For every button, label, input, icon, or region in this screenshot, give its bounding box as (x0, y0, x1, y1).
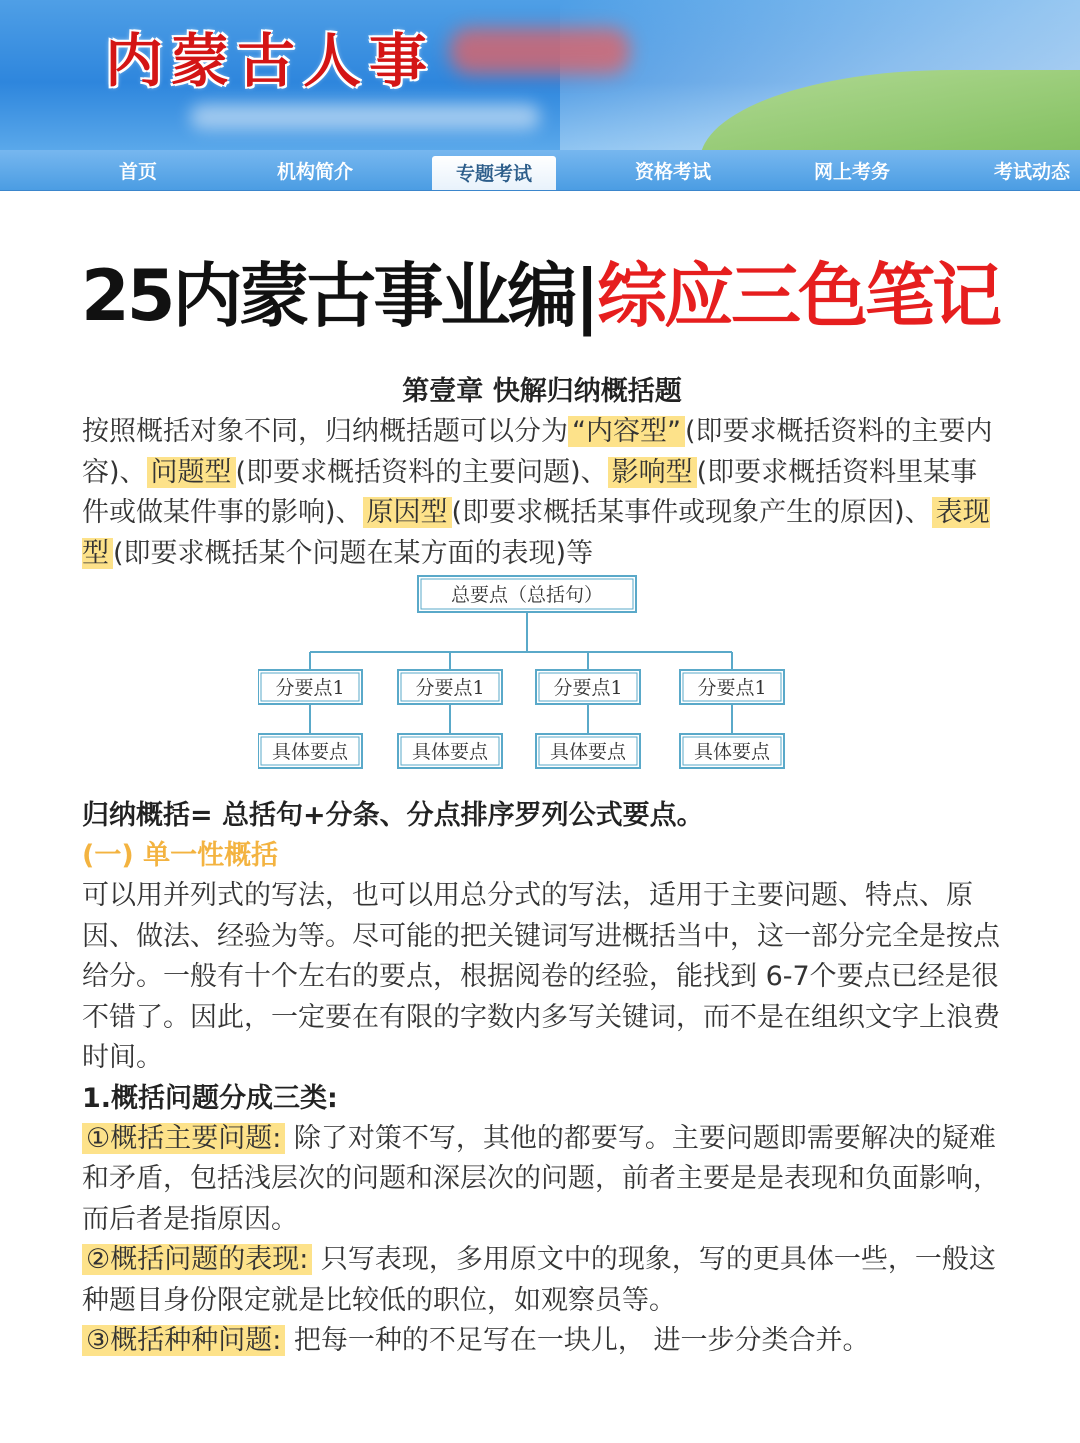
chapter-title: 第壹章 快解归纳概括题 (402, 376, 682, 407)
nav-item-exam-news[interactable]: 考试动态 (993, 161, 1070, 183)
tree-child-label: 具体要点 (271, 741, 349, 763)
nav-item-online-affairs[interactable]: 网上考务 (813, 161, 890, 183)
site-logo-title: 内蒙古人事 (105, 27, 436, 95)
note-content (82, 372, 1002, 1362)
list-item (82, 1240, 1002, 1321)
tree-branch-label: 分要点1 (275, 677, 345, 699)
blurred-title-suffix (450, 28, 630, 74)
list-item (82, 1321, 1002, 1362)
list-item-text: 除了对策不写，其他的都要写。主要问题即需要解决的疑难和矛盾，包括浅层次的问题和深层次的问题，前者主要是是表现和负面影响，而后者是指原因。 (82, 1122, 1000, 1235)
list-item-text: 只写表现，多用原文中的现象，写的更具体一些，一般这种题目身份限定就是比较低的职位，如观察员等。 (82, 1244, 996, 1316)
nav-item-special-exam[interactable]: 专题考试 (432, 156, 556, 190)
intro-text-6: (即要求概括某个问题在某方面的表现)等 (113, 537, 594, 569)
section-heading-single: (一) 单一性概括 (82, 840, 279, 871)
page-title-red: 综应三色笔记 (596, 255, 999, 337)
list-item-text: 把每一种的不足写在一块儿， 进一步分类合并。 (285, 1325, 870, 1356)
highlight-impact-type: 影响型 (608, 457, 697, 488)
highlight-manifestation-type: 表现型 (82, 497, 990, 569)
blurred-site-url (190, 104, 540, 130)
list-item-label: ②概括问题的表现: (82, 1244, 312, 1275)
list-heading: 1.概括问题分成三类: (82, 1082, 338, 1114)
nav-item-about[interactable]: 机构简介 (276, 161, 353, 183)
nav-item-qualification-exam[interactable]: 资格考试 (634, 161, 711, 183)
tree-child-label: 具体要点 (411, 741, 489, 763)
site-nav-bar (0, 150, 1080, 191)
intro-text-1: 按照概括对象不同，归纳概括题可以分为 (82, 416, 568, 447)
nav-item-home[interactable]: 首页 (118, 161, 157, 183)
highlight-content-type: “内容型” (568, 416, 685, 447)
intro-text-4: (即要求概括资料里某事件或做某件事的影响)、 (82, 456, 978, 528)
summary-tree-diagram (82, 574, 1002, 792)
tree-child-label: 具体要点 (693, 741, 771, 763)
intro-text-2: (即要求概括资料的主要内容)、 (82, 416, 993, 488)
tree-branch-label: 分要点1 (553, 677, 623, 699)
section-paragraph: 可以用并列式的写法，也可以用总分式的写法，适用于主要问题、特点、原因、做法、经验为等。尽可能的把关键词写进概括当中，这一部分完全是按点给分。一般有十个左右的要点，根据阅卷的经验，能找到 6-7个要点已经是很不错了。因此，一定要在有限的字数内多写关键词，而不是在组织文字上浪费时间。 (82, 880, 1000, 1073)
tree-diagram-svg (258, 572, 798, 787)
list-item-label: ③概括种种问题: (82, 1325, 285, 1356)
formula-line: 归纳概括= 总括句+分条、分点排序罗列公式要点。 (82, 800, 704, 831)
tree-branch-label: 分要点1 (697, 677, 767, 699)
intro-text-5: (即要求概括某事件或现象产生的原因)、 (451, 497, 932, 528)
list-item-label: ①概括主要问题: (82, 1123, 285, 1154)
tree-branch-label: 分要点1 (415, 677, 485, 699)
highlight-problem-type: 问题型 (147, 457, 236, 488)
tree-root-label: 总要点（总括句） (450, 584, 604, 606)
tree-child-label: 具体要点 (549, 741, 627, 763)
highlight-cause-type: 原因型 (363, 497, 452, 528)
site-banner (0, 0, 1080, 150)
intro-paragraph (82, 412, 1002, 574)
page-title (0, 240, 1080, 341)
intro-text-3: (即要求概括资料的主要问题)、 (235, 456, 608, 488)
list-item (82, 1119, 1002, 1241)
page-title-black: 25内蒙古事业编| (81, 255, 597, 337)
